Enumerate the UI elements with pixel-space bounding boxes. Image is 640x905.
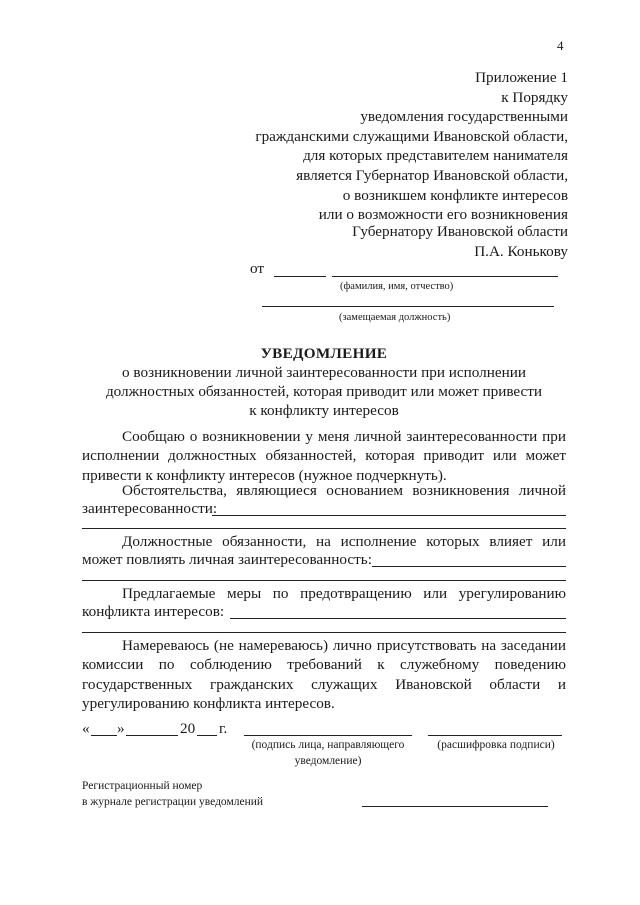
position-caption: (замещаемая должность) [339,312,451,323]
signature-caption-line2: уведомление) [294,755,362,767]
circumstances-label: заинтересованности: [82,500,218,517]
date-day-field[interactable] [91,735,117,736]
appendix-line: является Губернатор Ивановской области, [296,166,568,184]
registration-line1: Регистрационный номер [82,780,203,792]
appendix-line: о возникшем конфликте интересов [342,186,568,204]
circumstances-line1: Обстоятельства, являющиеся основанием возникновения личной [122,482,566,499]
page-number: 4 [557,38,564,53]
measures-field[interactable] [230,618,566,619]
date-open-quote: « [82,720,90,737]
measures-line1: Предлагаемые меры по предотвращению или урегулированию [122,585,566,602]
title-line: о возникновении личной заинтересованности при исполнении [122,364,526,381]
paragraph-attendance: Намереваюсь (не намереваюсь) лично присутствовать на заседании комиссии по соблюдению требований к служебному поведению государственных гражданских служащих Ивановской области и урегулированию конфликта интересов. [82,637,566,713]
appendix-line: или о возможности его возникновения [318,206,568,224]
addressee-title: Губернатору Ивановской области [352,223,568,240]
circumstances-field-2[interactable] [82,528,566,529]
title-heading: УВЕДОМЛЕНИЕ [260,345,388,362]
position-field[interactable] [262,306,554,307]
addressee-block [352,222,568,261]
paragraph-notice: Сообщаю о возникновении у меня личной заинтересованности при исполнении должностных обязанностей, которая приводит или может привести к конфликту интересов (нужное подчеркнуть). [82,428,566,484]
duties-field[interactable] [372,566,566,567]
document-title [82,344,566,420]
signature-caption-line1: (подпись лица, направляющего [251,739,405,751]
appendix-line: к Порядку [501,88,568,106]
appendix-line: для которых представителем нанимателя [303,147,568,165]
registration-number-field[interactable] [362,806,548,807]
registration-note [82,778,263,810]
registration-line2: в журнале регистрации уведомлений [82,796,264,808]
date-year-field[interactable] [197,735,217,736]
duties-line1: Должностные обязанности, на исполнение которых влияет или [122,533,566,550]
signature-field[interactable] [244,735,412,736]
from-label: от [250,260,265,277]
appendix-line: уведомления государственными [360,108,568,126]
decode-caption: (расшифровка подписи) [437,739,555,751]
measures-label: конфликта интересов: [82,603,225,620]
title-line: к конфликту интересов [249,402,399,419]
duties-label: может повлиять личная заинтересованность: [82,551,372,568]
name-caption: (фамилия, имя, отчество) [340,281,454,292]
signature-decode-field[interactable] [428,735,562,736]
circumstances-field[interactable] [212,515,566,516]
date-close-quote: » [117,720,125,737]
from-name-field[interactable] [332,276,558,277]
addressee-name: П.А. Конькову [474,242,568,260]
appendix-header [255,68,568,225]
year-prefix: 20 [180,720,196,737]
date-month-field[interactable] [126,735,178,736]
year-suffix: г. [219,720,228,737]
title-line: должностных обязанностей, которая приводит или может привести [105,383,543,400]
measures-field-2[interactable] [82,632,566,633]
appendix-line: гражданскими служащими Ивановской области, [255,127,568,145]
from-blank-short[interactable] [274,276,326,277]
appendix-line: Приложение 1 [475,69,568,86]
duties-field-2[interactable] [82,580,566,581]
